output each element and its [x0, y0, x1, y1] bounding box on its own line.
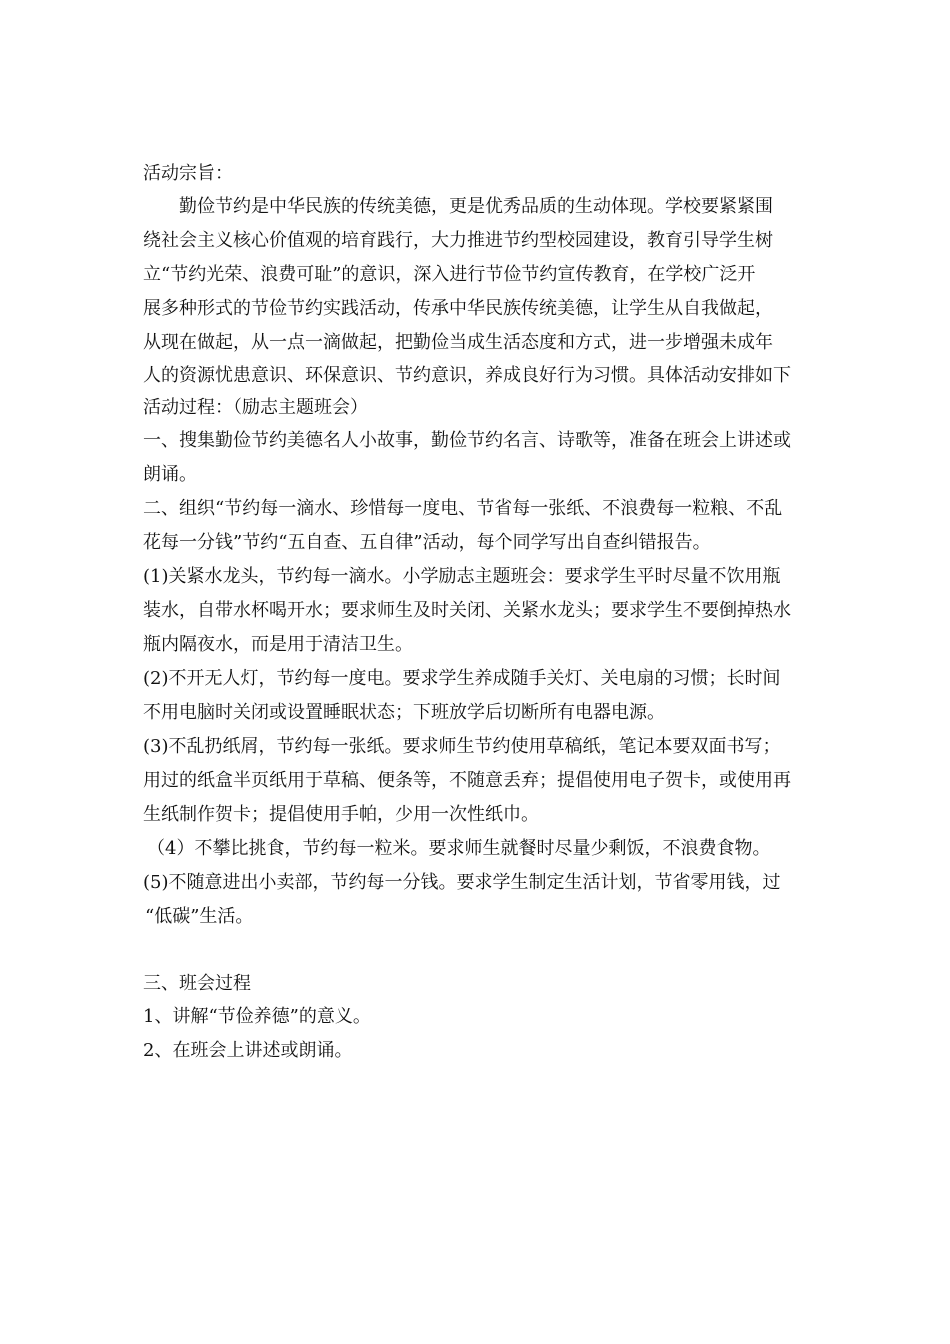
paragraph-line: (2)不开无人灯，节约每一度电。要求学生养成随手关灯、关电扇的习惯；长时间: [143, 668, 781, 689]
meeting-list: [143, 1000, 811, 1068]
list-item: 2、在班会上讲述或朗诵。: [143, 1040, 353, 1061]
paragraph-line: (5)不随意进出小卖部，节约每一分钱。要求学生制定生活计划，节省零用钱，过: [143, 872, 781, 893]
paragraph-line: 展多种形式的节俭节约实践活动，传承中华民族传统美德，让学生从自我做起，: [143, 298, 773, 319]
sub-item-5: [143, 866, 811, 934]
paragraph-line: 瓶内隔夜水，而是用于清洁卫生。: [143, 634, 413, 655]
paragraph-line: 花每一分钱”节约“五自查、五自律”活动，每个同学写出自查纠错报告。: [143, 532, 711, 553]
paragraph-line: “低碳”生活。: [145, 906, 254, 927]
paragraph-line: 一、搜集勤俭节约美德名人小故事，勤俭节约名言、诗歌等，准备在班会上讲述或: [143, 430, 791, 451]
paragraph-line: 朗诵。: [143, 464, 197, 485]
sub-item-2: [143, 662, 811, 730]
heading-process: 活动过程：（励志主题班会）: [143, 397, 368, 418]
paragraph-line: (3)不乱扔纸屑，节约每一张纸。要求师生节约使用草稿纸，笔记本要双面书写；: [143, 736, 781, 757]
paragraph-line: 用过的纸盒半页纸用于草稿、便条等，不随意丢弃；提倡使用电子贺卡，或使用再: [143, 770, 791, 791]
heading-purpose: 活动宗旨：: [143, 163, 233, 184]
paragraph-line: 不用电脑时关闭或设置睡眠状态；下班放学后切断所有电器电源。: [143, 702, 665, 723]
purpose-paragraph: [143, 190, 811, 392]
blank-line: [143, 934, 811, 968]
document-body: [143, 158, 811, 1068]
paragraph-line: 绕社会主义核心价值观的培育践行，大力推进节约型校园建设，教育引导学生树: [143, 230, 773, 251]
sub-item-4: （4）不攀比挑食，节约每一粒米。要求师生就餐时尽量少剩饭，不浪费食物。: [147, 838, 771, 859]
paragraph-line: 二、组织“节约每一滴水、珍惜每一度电、节省每一张纸、不浪费每一粒粮、不乱: [143, 498, 783, 519]
paragraph-line: 装水，自带水杯喝开水；要求师生及时关闭、关紧水龙头；要求学生不要倒掉热水: [143, 600, 791, 621]
sub-item-1: [143, 560, 811, 662]
list-item: 1、讲解“节俭养德”的意义。: [143, 1006, 371, 1027]
heading-meeting: 三、班会过程: [143, 973, 251, 994]
paragraph-line: (1)关紧水龙头，节约每一滴水。小学励志主题班会：要求学生平时尽量不饮用瓶: [143, 566, 781, 587]
paragraph-line: 生纸制作贺卡；提倡使用手帕，少用一次性纸巾。: [143, 804, 539, 825]
paragraph-line: 从现在做起，从一点一滴做起，把勤俭当成生活态度和方式，进一步增强未成年: [143, 332, 773, 353]
process-item-1: [143, 424, 811, 492]
paragraph-line: 立“节约光荣、浪费可耻”的意识，深入进行节俭节约宣传教育，在学校广泛开: [143, 264, 756, 285]
paragraph-line: 人的资源忧患意识、环保意识、节约意识，养成良好行为习惯。具体活动安排如下: [143, 365, 791, 386]
paragraph-line: 勤俭节约是中华民族的传统美德，更是优秀品质的生动体现。学校要紧紧围: [179, 196, 773, 217]
sub-item-3: [143, 730, 811, 832]
process-item-2: [143, 492, 811, 560]
